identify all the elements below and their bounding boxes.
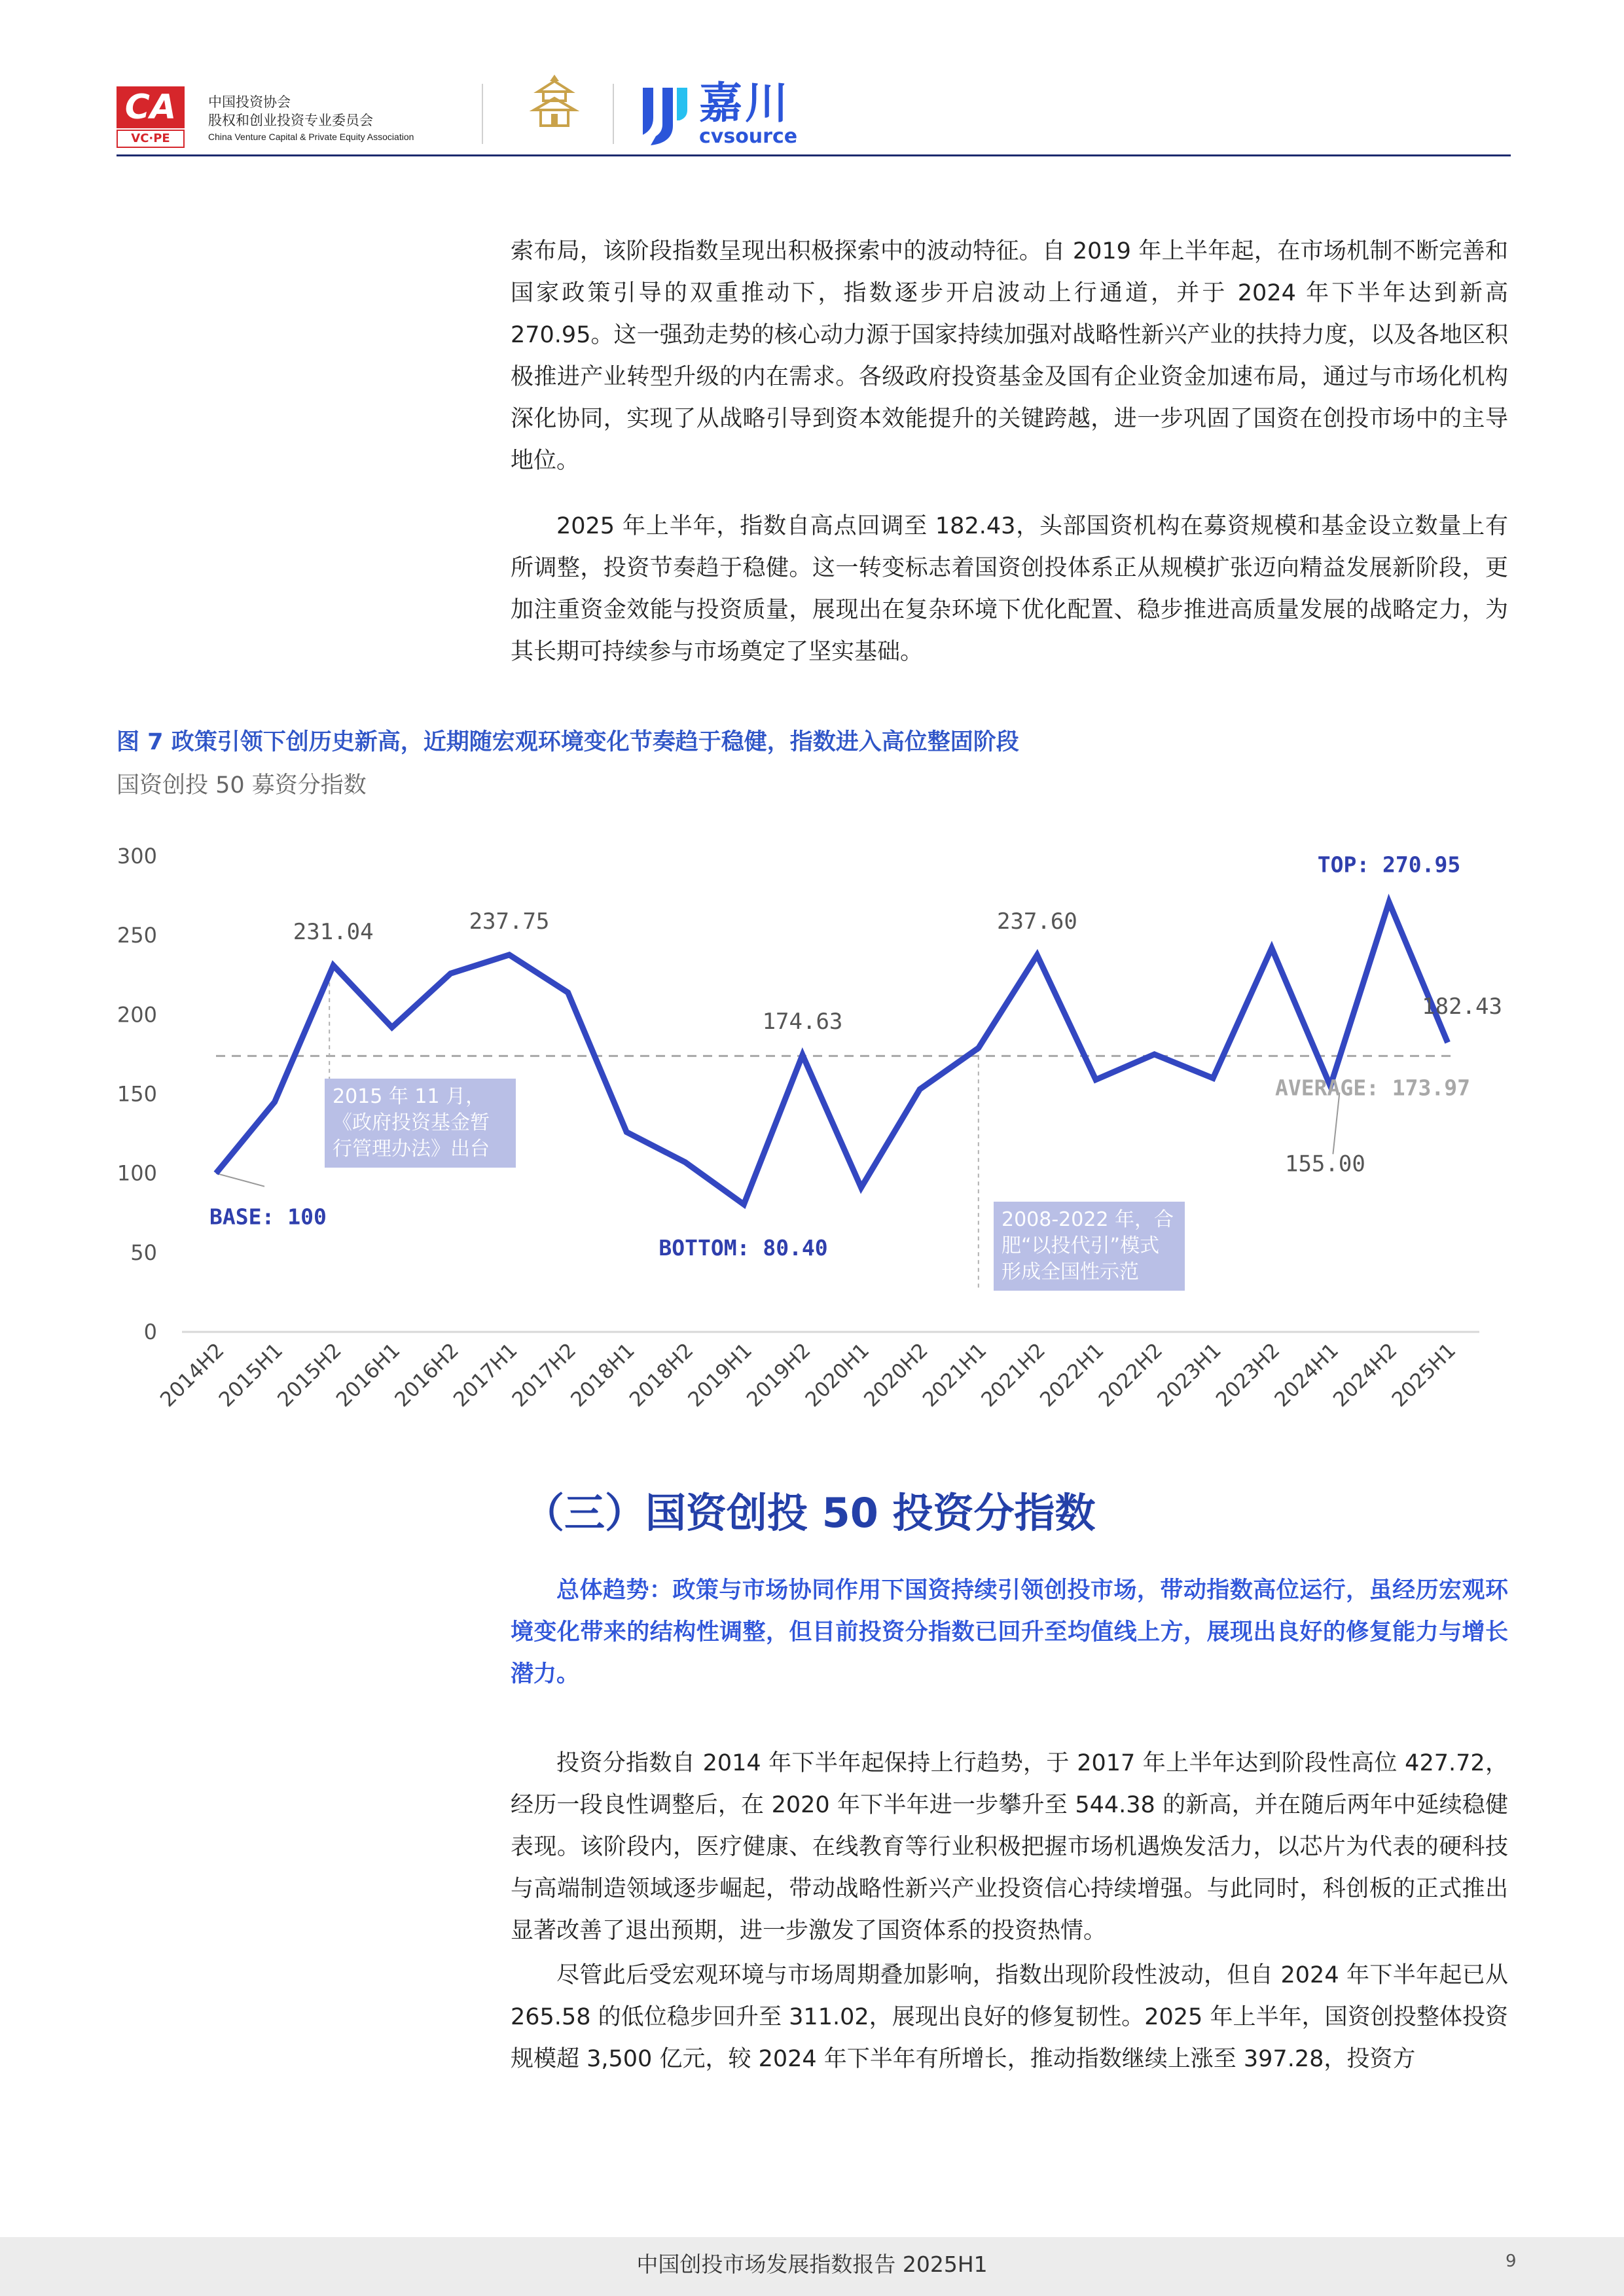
page-number: 9 [1506,2251,1517,2271]
x-tick-label: 2020H1 [801,1338,875,1412]
ca-logo-mark: CA [117,86,185,128]
x-tick-label: 2022H2 [1094,1338,1168,1412]
low-2024-leader-line [1333,1092,1339,1154]
data-value-label: 174.63 [762,1008,843,1035]
jiachuan-cn-name: 嘉川 [699,78,791,128]
y-tick-label: 200 [117,1002,157,1028]
x-tick-label: 2020H2 [859,1338,933,1412]
association-cn-line-2: 股权和创业投资专业委员会 [208,113,373,128]
x-tick-label: 2017H1 [448,1338,522,1412]
figure-title: 图 7 政策引领下创历史新高，近期随宏观环境变化节奏趋于稳健，指数进入高位整固阶段 [117,729,1019,755]
header-rule [117,154,1511,156]
x-tick-label: 2017H2 [507,1338,581,1412]
paragraph-2: 2025 年上半年，指数自高点回调至 182.43，头部国资机构在募资规模和基金设立数量上有所调整，投资节奏趋于稳健。这一转变标志着国资创投体系正从规模扩张迈向精益发展新阶段，更加注重资金效能与投资质量，展现出在复杂环境下优化配置、稳步推进高质量发展的战略定力，为其长期可持续参与市场奠定了坚实基础。 [511,513,1508,665]
data-value-label: 182.43 [1422,993,1503,1020]
x-tick-label: 2021H2 [977,1338,1051,1412]
x-tick-label: 2015H1 [214,1338,288,1412]
fundraising-index-chart [98,831,1506,1446]
x-tick-label: 2019H1 [683,1338,757,1412]
cvca-logo [117,86,185,148]
vcpe-logo-text: VC·PE [117,130,185,148]
average-callout: AVERAGE: 173.97 [1274,1075,1470,1101]
base-callout: BASE: 100 [209,1204,327,1230]
x-tick-label: 2025H1 [1387,1338,1461,1412]
jiachuan-mark-icon [636,84,694,147]
footer-title: 中国创投市场发展指数报告 2025H1 [636,2251,988,2277]
y-tick-label: 250 [117,923,157,948]
y-tick-label: 100 [117,1160,157,1186]
association-name [208,93,477,144]
paragraph-3: 投资分指数自 2014 年下半年起保持上行趋势，于 2017 年上半年达到阶段性高位 427.72，经历一段良性调整后，在 2020 年下半年进一步攀升至 544.38 的新高，并在随后两年中延续稳健表现。该阶段内，医疗健康、在线教育等行业积极把握市场机遇焕发活力，以芯片为代表的硬科技与高端制造领域逐步崛起，带动战略性新兴产业投资信心持续增强。与此同时，科创板的正式推出显著改善了退出预期，进一步激发了国资体系的投资热情。 [511,1750,1508,1944]
note-hefei-model: 2008-2022 年，合肥“以投代引”模式形成全国性示范 [994,1202,1185,1291]
data-value-label: 237.60 [996,908,1077,935]
x-axis-ticks [156,1338,1460,1412]
association-en: China Venture Capital & Private Equity Association [208,132,414,142]
y-tick-label: 0 [143,1319,157,1344]
x-tick-label: 2019H2 [742,1338,816,1412]
section-summary: 总体趋势：政策与市场协同作用下国资持续引领创投市场，带动指数高位运行，虽经历宏观环境变化带来的结构性调整，但目前投资分指数已回升至均值线上方，展现出良好的修复能力与增长潜力。 [511,1577,1508,1687]
data-value-label: 231.04 [293,919,374,946]
institute-logo [518,72,590,144]
x-tick-label: 2024H2 [1328,1338,1402,1412]
paragraph-4: 尽管此后受宏观环境与市场周期叠加影响，指数出现阶段性波动，但自 2024 年下半年起已从 265.58 的低位稳步回升至 311.02，展现出良好的修复韧性。2025 年上半年，国资创投整体投资规模超 3,500 亿元，较 2024 年下半年有所增长，推动指数继续上涨至 397.28，投资方 [511,1962,1508,2072]
jiachuan-en-name: cvsource [699,125,798,148]
base-leader-line [216,1174,264,1187]
figure-subtitle: 国资创投 50 募资分指数 [117,772,367,798]
pavilion-icon [518,72,590,128]
page-header [0,0,1624,157]
x-tick-label: 2018H1 [566,1338,640,1412]
x-tick-label: 2021H1 [918,1338,992,1412]
paragraph-1: 索布局，该阶段指数呈现出积极探索中的波动特征。自 2019 年上半年起，在市场机制不断完善和国家政策引导的双重推动下，指数逐步开启波动上行通道，并于 2024 年下半年达到新高 270.95。这一强劲走势的核心动力源于国家持续加强对战略性新兴产业的扶持力度，以及各地区积极推进产业转型升级的内在需求。各级政府投资基金及国有企业资金加速布局，通过与市场化机构深化协同，实现了从战略引导到资本效能提升的关键跨越，进一步巩固了国资在创投市场中的主导地位。 [511,238,1508,474]
header-divider [482,84,483,144]
y-tick-label: 50 [130,1240,157,1265]
header-divider [613,84,614,144]
top-callout: TOP: 270.95 [1317,852,1461,878]
x-tick-label: 2016H2 [390,1338,464,1412]
x-tick-label: 2018H2 [624,1338,698,1412]
x-tick-label: 2023H2 [1211,1338,1285,1412]
data-value-label: 237.75 [469,908,550,935]
association-cn-line-1: 中国投资协会 [208,94,291,110]
section-title: （三）国资创投 50 投资分指数 [524,1489,1096,1537]
data-value-label: 155.00 [1284,1151,1365,1177]
y-tick-label: 150 [117,1081,157,1107]
x-tick-label: 2023H1 [1153,1338,1226,1412]
y-tick-label: 300 [117,844,157,869]
bottom-callout: BOTTOM: 80.40 [659,1235,828,1261]
note-2015-policy: 2015 年 11 月，《政府投资基金暂行管理办法》出台 [325,1079,516,1168]
x-tick-label: 2015H2 [273,1338,346,1412]
x-tick-label: 2022H1 [1035,1338,1109,1412]
x-tick-label: 2014H2 [155,1338,229,1412]
jiachuan-logo [636,79,833,151]
y-axis-ticks [117,844,157,1344]
x-tick-label: 2024H1 [1270,1338,1344,1412]
x-tick-label: 2016H1 [331,1338,405,1412]
